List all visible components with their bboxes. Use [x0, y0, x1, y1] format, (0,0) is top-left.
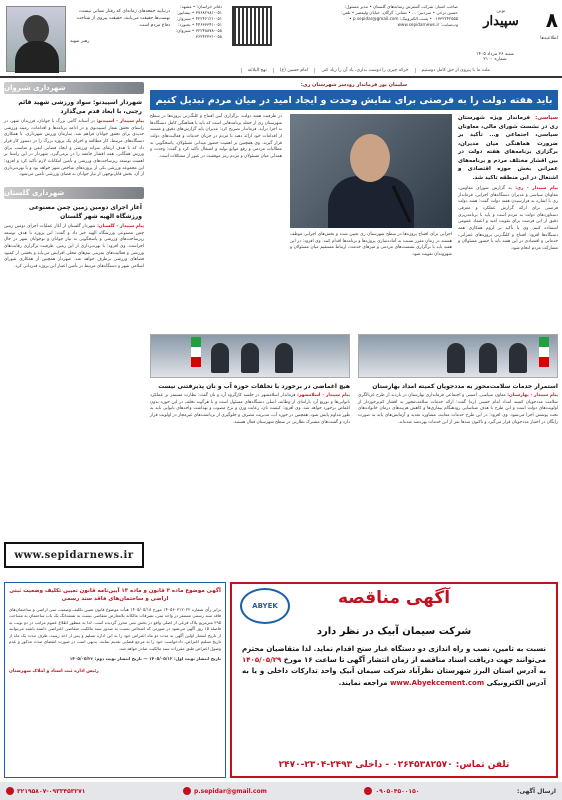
ticker-item: امام حسین (ع): [273, 68, 308, 73]
lead-kicker: سلیمان پور فرماندار رودسر شهرستان ری:: [300, 82, 408, 88]
ticker-item: ملت ما با پیروی از حق کامل دوستیم: [415, 68, 490, 73]
governor-photo: [290, 114, 452, 228]
section-label: اطلاعیه‌ها: [540, 36, 558, 41]
lead-headline: باید هفته دولت را به فرصتی برای نمایش وحدت و ایجاد امید در میان مردم تبدیل کنیم: [150, 90, 558, 110]
footer-phone-2[interactable]: [6, 787, 85, 795]
lead-right-kicker: پیام سپیدار - ری:: [515, 186, 558, 192]
brand-name: سپیدار: [483, 14, 519, 29]
story-photo: [150, 334, 350, 378]
publisher-info: صاحب امتیاز: شرکت گسترش رسانه‌های گلستان • مدیر مسئول: حسین برخی • سردبیر: ... • نشانی: گرگان، خیابان ولیعصر • تلفن: ۰۱۷۳۲۲۴۲۵۵۵ • پست الکترونیک: p.sepidar@gmail.com • وب‌سایت: www.sepidarnews.ir: [341, 4, 458, 28]
story-body: [150, 393, 350, 426]
newspaper-logo: [470, 6, 532, 50]
story-headline: هیچ اغماضی در برخورد با تخلفات حوزه آب و نان پذیرفتنی نیست: [158, 383, 350, 390]
abyek-logo-icon: ABYEK: [240, 588, 290, 624]
lead-story: [150, 82, 558, 334]
quote-ticker: [70, 64, 490, 76]
left-column: [4, 82, 144, 271]
story-text: معاون سیاسی، امنیتی و اجتماعی فرمانداری بهارستان در بازدید از طرح غربالگری سلامت مددجویان کمیته امداد امام خمینی (ره) گفت: ارائه خدمات سلامت‌محور به اقشار کم‌برخوردار از اولویت‌های دولت است و این طرح با هدف شناسایی زودهنگام بیماری‌ها و کاهش هزینه‌های درمان خانواده‌های تحت پوشش اجرا می‌شود. وی افزود: در این طرح خدمات معاینه، مشاوره تغذیه و آزمایش‌های پایه به صورت رایگان در اختیار مددجویان قرار می‌گیرد و تاکنون صدها نفر از این خدمات بهره‌مند شده‌اند.: [358, 393, 558, 425]
footer-phone-1-text: ۰۹۰۵۰۴۵۰۰۱۵۰: [375, 787, 420, 795]
story-photo: [358, 334, 558, 378]
quote-sign: رهبر شهید: [70, 38, 90, 44]
issue-text: شماره ۲۱۰۰: [483, 57, 507, 62]
page-number: ۸: [545, 8, 558, 32]
leader-quote: [70, 8, 170, 45]
footer-email-text: p.sepidar@gmail.com: [194, 787, 267, 795]
lead-summary-body: فرماندار ویژه شهرستان ری در نشست شورای مالی، معاونان سیاسی، اجتماعی و... تأکید بر ضرورت هماهنگی میان مدیران، برگزاری برنامه‌های هفته دولت در بین اقشار مختلف مردم و برنامه‌های عمرانی بخش حوزه اقتصادی و اشتغال در این منطقه تاکید شد.: [458, 115, 558, 181]
notice-signature: رئیس اداره ثبت اسناد و املاک شهرستان: [9, 668, 99, 674]
lead-grid: [150, 114, 558, 334]
story-text: شهردار گلستان از آغاز عملیات اجرای دومین زمین چمن مصنوعی ورزشگاه الهیه خبر داد و گفت: این پروژه با هدف توسعه زیرساخت‌های ورزشی و پاسخگویی به نیاز جوانان و نوجوانان شهر در حال اجراست. وی افزود: با بهره‌برداری از این زمین، ظرفیت برگزاری رقابت‌های ورزشی و فعالیت‌های تمرینی تیم‌های محلی افزایش می‌یابد و بخشی از کمبود فضاهای ورزشی برطرف خواهد شد. شهردار همچنین از همکاری شورای اسلامی شهر و دستگاه‌های مرتبط در تأمین اعتبار این پروژه قدردانی کرد.: [4, 223, 144, 269]
ad-company: شرکت سیمان آبیک در نظر دارد: [316, 626, 472, 637]
story-eslamshahr: [150, 334, 350, 426]
story-kicker: پیام سپیدار - گلستان:: [97, 223, 144, 229]
issue-date: [460, 52, 530, 62]
footer-bar: [0, 782, 562, 800]
story-kicker: پیام سپیدار - اسلامشهر:: [297, 393, 350, 398]
notice-title: آگهی موضوع ماده ۳ قانون و ماده ۱۳ آیین‌نامه قانون تعیین تکلیف وضعیت ثبتی اراضی و ساختمان‌های فاقد سند رسمی: [9, 588, 221, 603]
ticker-item: نهج البلاغه: [241, 68, 267, 73]
story-kicker: پیام سپیدار - اسپیدنو:: [96, 119, 144, 124]
email-icon: [183, 787, 191, 795]
ad-deadline: ۱۴۰۵/۰۵/۲۹: [242, 656, 282, 665]
legal-notice: [4, 582, 226, 778]
footer-phone-1[interactable]: [364, 787, 419, 795]
secondary-stories: [150, 334, 558, 542]
footer-label: ارسال آگهی:: [517, 787, 556, 795]
story-title: آغاز اجرای دومین زمین چمن مصنوعی ورزشگاه الهیه شهر گلستان: [28, 203, 142, 220]
footer-email[interactable]: [183, 787, 267, 795]
story-headline: استمرار خدمات سلامت‌محور به مددجویان کمیته امداد بهارستان: [372, 383, 558, 390]
lead-summary-text: [458, 114, 558, 182]
footer-phone-2-text: ۳۲۱۹۵۸۰۷-۰۹۳۳۴۵۳۲۷۱: [17, 787, 86, 795]
story-kicker: پیام سپیدار - بهارستان:: [507, 393, 558, 398]
brand-top: نوین: [496, 8, 506, 14]
lead-mid-body: اجرایی برای افتتاح پروژه‌ها در سطح شهرستان ری تعیین شده و بخش‌های اجرایی موظف هستند در زمان مقرر نسبت به آماده‌سازی پروژه‌ها و برنامه‌ها اقدام کنند. وی افزود: در این هفته باید با برگزاری نشست‌های مردمی و میزهای خدمت، ارتباط مستقیم میان مسئولان و شهروندان تقویت شود.: [290, 232, 452, 257]
section-header-shirvan: شهرداری شیروان: [4, 82, 144, 94]
ad-title: آگهی مناقصه: [337, 588, 451, 608]
qr-code-icon: [232, 6, 272, 46]
lead-summary-label: سیاسی:: [535, 115, 558, 121]
story-text: در آستانه گامی بزرگ با جوانان، فرزندان شهر، در راستای تحقق شعار اسپیدنوی و در ادامه برنامه‌ها و اقدامات، زمینه ورزشی جدیدی برای تحقق جوانان فراهم شد. سازمان ورزش شهرداری، با همکاری دستگاه‌های مرتبط، کار مطالعه و اجرای یک پروژه بزرگ را در دستور کار قرار داد که با هدف ارتقای سرانه ورزشی و ایجاد فضایی ایمن و مناسب برای ورزش همگانی، همه اقشار جامعه را در برمی‌گیرد. شهردار در این راستا بر اهمیت توسعه زیرساخت‌های ورزشی و تأمین امکانات لازم تأکید کرد و افزود: این مجموعه ورزشی یکی از پروژه‌های شاخص شهر خواهد بود و با بهره‌برداری از آن، بخش قابل‌توجهی از نیاز جوانان به فضای ورزشی تأمین می‌شود.: [4, 119, 144, 178]
ad-body-2: به آدرس استان البرز شهرستان نظرآباد شرکت سیمان آبیک واحد تدارکات داخلی و یا به آدرس الکترونیکی: [242, 667, 546, 687]
lead-summary: [458, 114, 558, 253]
lead-right-body: [458, 186, 558, 253]
ad-url[interactable]: www.Abyekcement.com: [389, 678, 485, 687]
ad-phone: تلفن تماس: ۰۲۶۴۵۳۸۲۵۷۰ - داخلی ۲۴۹۳-۲۳۰۴-۲۴۷۰: [278, 760, 510, 770]
leader-portrait: [6, 6, 66, 72]
notice-body: برابر رأی شماره ۱۴۰۵۶۰۳۱۲۰۲۲ مورخ ۱۴۰۵/۰۵/۱۸ هیأت موضوع قانون تعیین تکلیف وضعیت ثبتی اراضی و ساختمان‌های فاقد سند رسمی مستقر در واحد ثبتی، تصرفات مالکانه بلامعارض متقاضی نسبت به ششدانگ یک باب ساختمان به مساحت ۲۹۵ مترمربع پلاک فرعی از اصلی واقع در بخش ثبتی محرز گردیده است. لذا به منظور اطلاع عموم مراتب در دو نوبت به فاصله ۱۵ روز آگهی می‌شود در صورتی که اشخاص نسبت به صدور سند مالکیت متقاضی اعتراضی داشته باشند می‌توانند از تاریخ انتشار اولین آگهی به مدت دو ماه اعتراض خود را به این اداره تسلیم و پس از اخذ رسید، ظرف مدت یک ماه از تاریخ تسلیم اعتراض، دادخواست خود را به مرجع قضایی تقدیم نمایند. بدیهی است در صورت انقضای مدت مذکور و عدم وصول اعتراض طبق مقررات سند مالکیت صادر خواهد شد.: [9, 606, 222, 651]
ticker-item: حرکه چیزی را دوست بداری، یاد آن را زیاد کنی: [314, 68, 408, 73]
ad-body-1: نسبت به تامین، نصب و راه اندازی دو دستگاه غبار سنج اقدام نماید. لذا متقاضیان محترم می‌توانند جهت دریافت اسناد مناقصه از زمان انتشار آگهی تا ساعت ۱۶ مورخ: [242, 645, 547, 665]
ad-body: [242, 644, 546, 689]
story-body: [4, 224, 144, 271]
story-body: [4, 119, 144, 179]
phone-icon: [6, 787, 14, 795]
tender-advert: [230, 582, 558, 778]
masthead: [0, 0, 562, 78]
website-banner[interactable]: www.sepidarnews.ir: [4, 542, 144, 568]
section-header-golestan: شهرداری گلستان: [4, 187, 144, 199]
offices-info: دفاتر خراسان: • مشهد: ۰۵۱-۳۷۶۸۲۹۸۱ • نیشابور: ۰۵۱-۴۲۲۴۶۱۲۱ • سبزوار: ۰۵۱-۴۴۶۳۳۳۴۱ • بجنورد: ۰۵۸-۳۲۲۴۸۸۷۸ • شیروان: ۰۵۸-۳۶۲۴۲۴۳۱: [175, 4, 222, 40]
lead-left-body: در ظرفیت هفته دولت، برگزاری آیین افتتاح و کلنگ‌زنی پروژه‌ها در سطح شهرستان ری از جمله برنامه‌هایی است که باید با هماهنگی کامل دستگاه‌ها به اجرا درآید. فرماندار تصریح کرد: مدیران باید گزارش‌های دقیق و مستند از اقدامات خود ارائه دهند تا مردم در جریان خدمات و فعالیت‌های دولت قرار گیرند. وی همچنین بر اهمیت حضور میدانی مسئولان، پاسخگویی به مطالبات مردمی و رفع موانع تولید و اشتغال تأکید کرد و گفت: وحدت و همدلی میان مسئولان و مردم رمز موفقیت در عبور از مشکلات است.: [150, 114, 282, 159]
notice-dates: تاریخ انتشار نوبت اول: ۱۴۰۵/۰۵/۱۲ — تاریخ انتشار نوبت دوم: ۱۴۰۵/۰۵/۲۶: [69, 656, 221, 661]
quote-text: درنیابید جمعه‌های زمانه‌ای که رفتار نشانی نیست، نهضت‌ها حقیقت می‌یابند، حقیقت پیروی از شناخت دفاع مردم است.: [76, 9, 170, 29]
story-baharestan: [358, 334, 558, 426]
telegram-icon: [364, 787, 372, 795]
story-title: شهردار اسپیدنو: سواد ورزشی شهید قائم رجبی، با ابعاد قدم می‌گذارد: [18, 99, 142, 115]
ad-body-3: مراجعه نمایند.: [338, 678, 388, 687]
story-body: [358, 393, 558, 426]
story-text: فرماندار اسلامشهر در جلسه کارگروه آرد و نان گفت: نظارت مستمر بر عملکرد نانوایی‌ها و توزیع آرد یارانه‌ای از وظایف اصلی دستگاه‌های مسئول است و با هرگونه تخلف در این حوزه بدون اغماض برخورد خواهد شد. وی افزود: کیفیت نان، رعایت وزن و نرخ مصوب و بهداشت واحدهای نانوایی باید به طور مداوم پایش شود. همچنین در حوزه آب، مدیریت مصرف و جلوگیری از برداشت‌های غیرمجاز در اولویت قرار دارد و گشت‌های مشترک نظارتی در سطح شهرستان فعال هستند.: [150, 393, 350, 425]
date-text: شنبه ۲۶ مرداد ۱۴۰۵: [476, 52, 514, 57]
lead-right-text: به گزارش شورای معاونین، معاونان سیاسی و مدیران دستگاه‌های اجرایی، فرماندار ری با اشاره به فرارسیدن هفته دولت گفت: هفته دولت فرصتی برای ارائه گزارش عملکرد و معرفی دستاوردهای دولت به مردم است و باید با برنامه‌ریزی دقیق از این فرصت برای تقویت امید و اعتماد عمومی استفاده کنیم. وی با تأکید بر لزوم همکاری همه دستگاه‌ها افزود: افتتاح و کلنگ‌زنی پروژه‌های عمرانی، خدماتی و اقتصادی در این هفته باید با حضور مسئولان و مشارکت مردم انجام شود.: [458, 186, 558, 252]
